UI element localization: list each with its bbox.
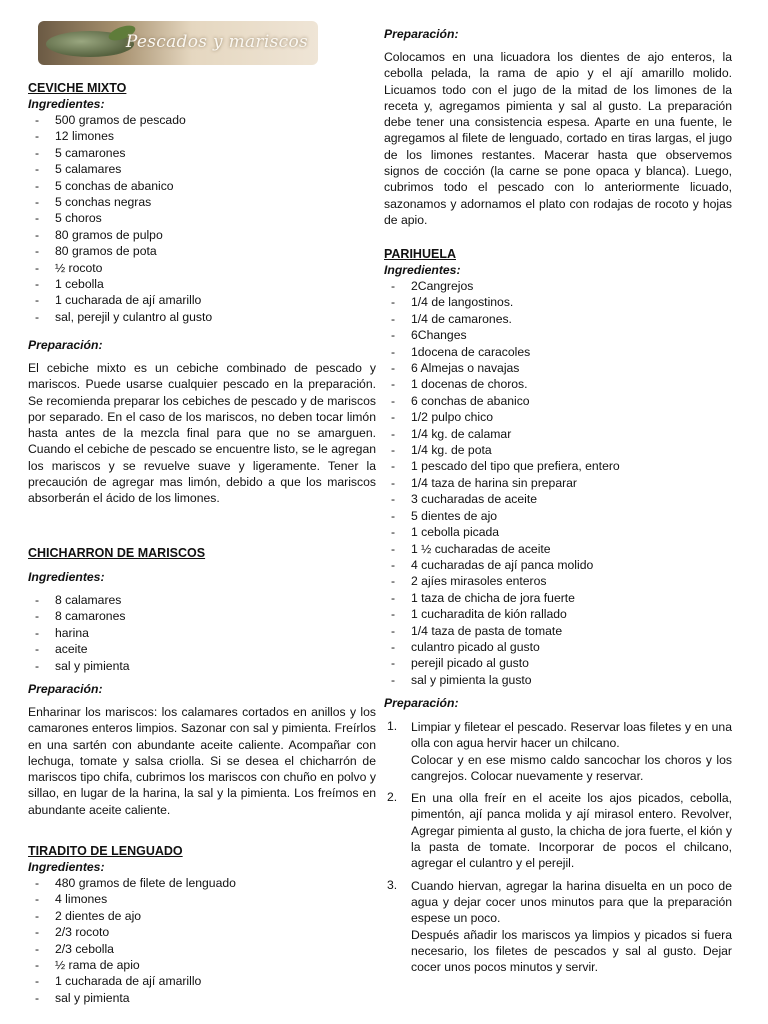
ingredient-item: - 1 cebolla — [28, 276, 376, 292]
ingredient-item: - culantro picado al gusto — [384, 639, 732, 655]
ingredient-item: - sal y pimienta — [28, 658, 376, 674]
ingredient-item: - 3 cucharadas de aceite — [384, 491, 732, 507]
ingredient-item: - 8 calamares — [28, 592, 376, 608]
ingredient-item: - sal y pimienta la gusto — [384, 672, 732, 688]
ingredient-item: - 1/4 taza de pasta de tomate — [384, 623, 732, 639]
ingredient-item: - 1/4 de langostinos. — [384, 294, 732, 310]
ingredient-item: - 1 ½ cucharadas de aceite — [384, 541, 732, 557]
step-text: En una olla freír en el aceite los ajos picados, cebolla, pimentón, ají panca molida y ají mirasol entero. Revolver, Agregar pimienta al gusto, la chicha de jora fuerte, el kión y la pasta de tomate. Incorporar de pocos el chilcano, agregar el culantro y el perejil. — [411, 791, 732, 871]
tiradito-prep-section — [384, 26, 732, 228]
ingredient-item: - 1 cucharada de ají amarillo — [28, 292, 376, 308]
ingredient-item: - 1 cucharada de ají amarillo — [28, 973, 376, 989]
ingredient-item: - 1/4 de camarones. — [384, 311, 732, 327]
ingredient-item: - 80 gramos de pota — [28, 243, 376, 259]
parihuela-title: PARIHUELA — [384, 247, 456, 261]
ingredient-item: - 12 limones — [28, 128, 376, 144]
parihuela-prep-label: Preparación: — [384, 696, 459, 710]
ingredient-item: - 5 choros — [28, 210, 376, 226]
ingredient-item: - sal y pimienta — [28, 990, 376, 1006]
ceviche-title: CEVICHE MIXTO — [28, 81, 127, 95]
tiradito-title: TIRADITO DE LENGUADO — [28, 844, 183, 858]
ingredient-item: - 6 conchas de abanico — [384, 393, 732, 409]
step-text: Limpiar y filetear el pescado. Reservar loas filetes y en una olla con agua hervir hacer un chilcano. — [411, 720, 732, 751]
tiradito-section — [28, 843, 376, 1006]
ingredient-item: - 5 conchas de abanico — [28, 178, 376, 194]
ingredient-item: - aceite — [28, 641, 376, 657]
ingredient-item: - 480 gramos de filete de lenguado — [28, 875, 376, 891]
ingredient-item: - 1/4 kg. de pota — [384, 442, 732, 458]
ingredient-item: - 5 calamares — [28, 161, 376, 177]
banner-title: Pescados y mariscos — [125, 32, 308, 52]
chicharron-title: CHICHARRON DE MARISCOS — [28, 546, 206, 560]
ceviche-prep-section — [28, 337, 376, 507]
step-text: Colocar y en ese mismo caldo sancochar los choros y los cangrejos. Colocar nuevamente y reservar. — [411, 752, 732, 783]
step-text: Después añadir los mariscos ya limpios y picados si fuera necesario, los filetes de pescados y sal al gusto. Dejar cocer unos pocos minutos y servir. — [411, 927, 732, 975]
ingredient-item: - 1 cucharadita de kión rallado — [384, 606, 732, 622]
chicharron-prep-text: Enharinar los mariscos: los calamares cortados en anillos y los camarones enteros limpios. Sazonar con sal y pimienta. Freírlos en una sartén con abundante aceite caliente. Acompañar con lechuga, tomate y salsa criolla. Si se desea el chicharrón de mariscos tipo chifa, cubrimos los mariscos con chuño en polvo y sillao, en lugar de la harina, la sal y la pimienta. Los freímos en abundante aceite caliente. — [28, 705, 376, 817]
ingredient-item: - 5 camarones — [28, 145, 376, 161]
ingredient-item: - 6Changes — [384, 327, 732, 343]
ingredient-item: - 1 taza de chicha de jora fuerte — [384, 590, 732, 606]
ingredient-item: - 4 cucharadas de ají panca molido — [384, 557, 732, 573]
ingredient-item: - 80 gramos de pulpo — [28, 227, 376, 243]
ingredient-item: - ½ rocoto — [28, 260, 376, 276]
ingredient-item: - 8 camarones — [28, 608, 376, 624]
parihuela-ingredients-label: Ingredientes: — [384, 263, 461, 277]
chicharron-prep-label: Preparación: — [28, 682, 103, 696]
ingredient-item: - 2/3 rocoto — [28, 924, 376, 940]
parihuela-ingredients-list — [384, 278, 732, 688]
step-item — [384, 878, 732, 976]
ingredient-item: - 6 Almejas o navajas — [384, 360, 732, 376]
step-item — [384, 719, 732, 784]
chicharron-prep-section — [28, 681, 376, 818]
ingredient-item: - 2 dientes de ajo — [28, 908, 376, 924]
ceviche-prep-text: El cebiche mixto es un cebiche combinado de pescado y mariscos. Puede usarse cualquier pescado en la preparación. Se recomienda preparar los cebiches de pescado y de mariscos por separado. En el caso de los mariscos, no deben tocar limón hasta antes de la mezcla final para que no se amarguen. Cuando el cebiche de pescado se encuentre listo, se le agregan los mariscos y se revuelve suave y ligeramente. Tener la precaución de agregar mas limón, debido a que los mariscos absorberán el ácido de los limones. — [28, 361, 376, 506]
ingredient-item: - perejil picado al gusto — [384, 655, 732, 671]
ingredient-item: - 4 limones — [28, 891, 376, 907]
ingredient-item: - sal, perejil y culantro al gusto — [28, 309, 376, 325]
ingredient-item: - 2 ajíes mirasoles enteros — [384, 573, 732, 589]
ceviche-prep-label: Preparación: — [28, 338, 103, 352]
ceviche-section — [28, 80, 376, 325]
chicharron-section — [28, 545, 376, 674]
header-banner — [38, 21, 318, 65]
tiradito-ingredients-list — [28, 875, 376, 1006]
ingredient-item: - 5 conchas negras — [28, 194, 376, 210]
step-number: 3. — [387, 877, 398, 892]
tiradito-prep-text: Colocamos en una licuadora los dientes de ajo enteros, la cebolla pelada, la rama de apio y el ají amarillo molido. Licuamos todo con el jugo de la mitad de los limones de la receta y, agregamos pimienta y sal al gusto. La preparación debe tener una consistencia espesa. Aparte en una fuente, le agregamos al filete de lenguado, cortado en tiras largas, el jugo de los limones restantes. Macerar hasta que observemos signos de cocción (la carne se pone opaca y blanca). Luego, cubrimos todo el pescado con lo anteriormente licuado, sazonamos y adornamos el plato con rodajas de rocoto y hojas de apio. — [384, 50, 732, 227]
parihuela-section — [384, 246, 732, 688]
chicharron-ingredients-label: Ingredientes: — [28, 570, 105, 584]
chicharron-ingredients-list — [28, 592, 376, 674]
ceviche-ingredients-label: Ingredientes: — [28, 97, 105, 111]
parihuela-steps-list — [384, 719, 732, 975]
ingredient-item: - harina — [28, 625, 376, 641]
ingredient-item: - 2Cangrejos — [384, 278, 732, 294]
step-item — [384, 790, 732, 871]
ingredient-item: - 1 pescado del tipo que prefiera, entero — [384, 458, 732, 474]
tiradito-ingredients-label: Ingredientes: — [28, 860, 105, 874]
ingredient-item: - 1/4 taza de harina sin preparar — [384, 475, 732, 491]
ingredient-item: - 5 dientes de ajo — [384, 508, 732, 524]
ceviche-ingredients-list — [28, 112, 376, 325]
step-number: 2. — [387, 790, 398, 805]
parihuela-prep-section — [384, 695, 732, 981]
ingredient-item: - ½ rama de apio — [28, 957, 376, 973]
ingredient-item: - 500 gramos de pescado — [28, 112, 376, 128]
step-text: Cuando hiervan, agregar la harina disuelta en un poco de agua y dejar cocer unos minutos para que la preparación espese un poco. — [411, 878, 732, 926]
ingredient-item: - 1 cebolla picada — [384, 524, 732, 540]
tiradito-prep-label: Preparación: — [384, 27, 459, 41]
ingredient-item: - 1/2 pulpo chico — [384, 409, 732, 425]
step-number: 1. — [387, 719, 398, 733]
ingredient-item: - 1 docenas de choros. — [384, 376, 732, 392]
ingredient-item: - 1docena de caracoles — [384, 344, 732, 360]
ingredient-item: - 2/3 cebolla — [28, 941, 376, 957]
ingredient-item: - 1/4 kg. de calamar — [384, 426, 732, 442]
